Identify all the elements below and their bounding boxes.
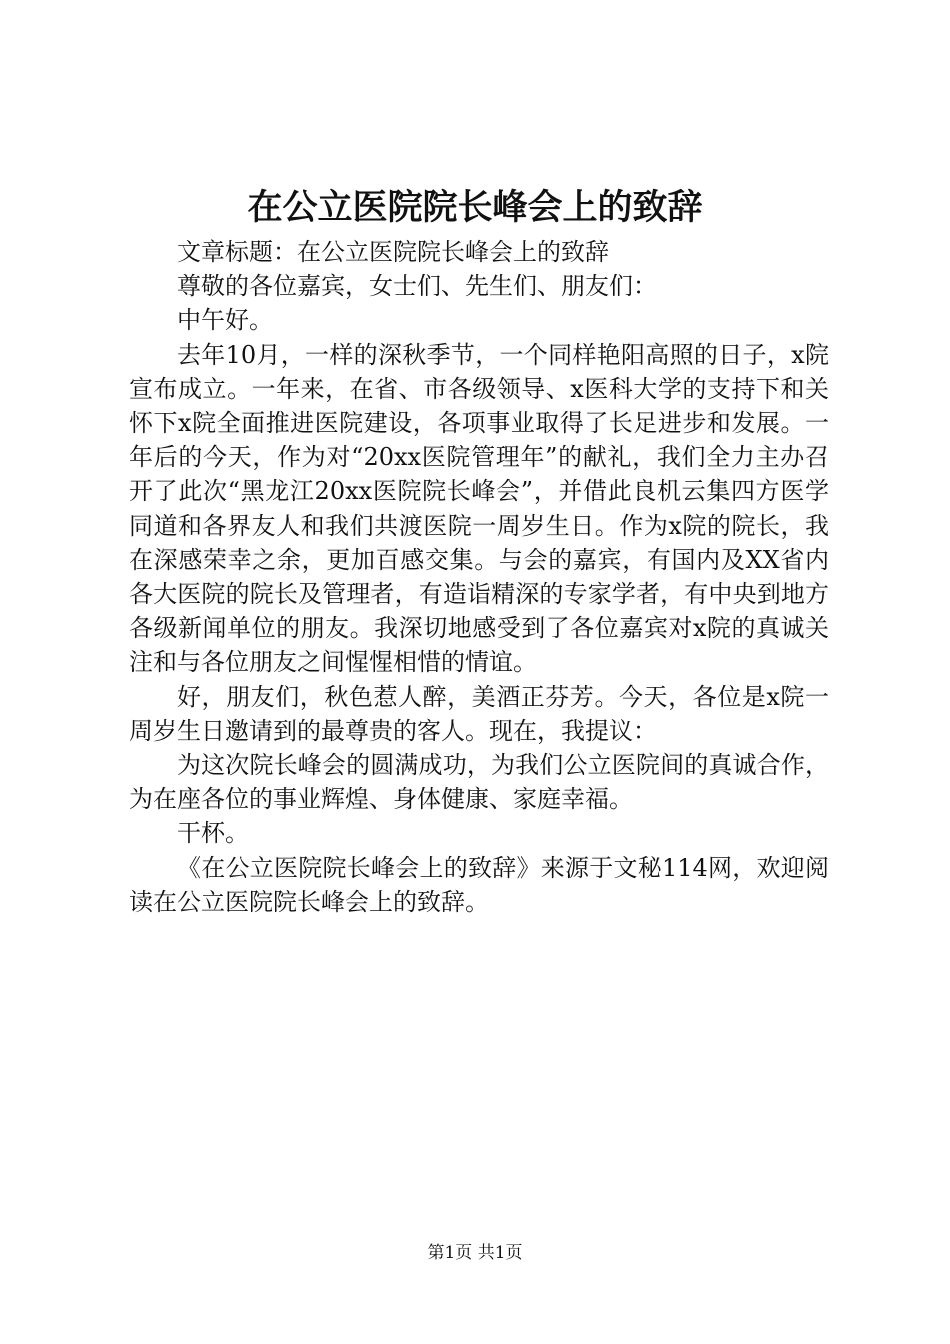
paragraph-source: 《在公立医院院长峰会上的致辞》来源于文秘114网，欢迎阅读在公立医院院长峰会上的致辞。	[129, 853, 829, 916]
page-footer: 第1页 共1页	[427, 1243, 523, 1263]
paragraph-main: 去年10月，一样的深秋季节，一个同样艳阳高照的日子，x院宣布成立。一年来，在省、市各级领导、x医科大学的支持下和关怀下x院全面推进医院建设，各项事业取得了长足进步和发展。一年后的今天，作为对“20xx医院管理年”的献礼，我们全力主办召开了此次“黑龙江20xx医院院长峰会”，并借此良机云集四方医学同道和各界友人和我们共渡医院一周岁生日。作为x院的院长，我在深感荣幸之余，更加百感交集。与会的嘉宾，有国内及XX省内各大医院的院长及管理者，有造诣精深的专家学者，有中央到地方各级新闻单位的朋友。我深切地感受到了各位嘉宾对x院的真诚关注和与各位朋友之间惺惺相惜的情谊。	[129, 340, 829, 677]
paragraph-cheers: 干杯。	[177, 819, 249, 848]
paragraph-article-title: 文章标题：在公立医院院长峰会上的致辞	[177, 238, 609, 266]
document-body	[129, 235, 829, 919]
paragraph-toast: 为这次院长峰会的圆满成功，为我们公立医院间的真诚合作，为在座各位的事业辉煌、身体健康、家庭幸福。	[129, 751, 829, 814]
paragraph-proposal: 好，朋友们，秋色惹人醉，美酒正芬芳。今天，各位是x院一周岁生日邀请到的最尊贵的客人。现在，我提议：	[129, 682, 829, 745]
paragraph-greeting: 中午好。	[177, 306, 273, 335]
document-title: 在公立医院院长峰会上的致辞	[247, 187, 703, 228]
paragraph-salutation: 尊敬的各位嘉宾，女士们、先生们、朋友们：	[177, 272, 657, 301]
